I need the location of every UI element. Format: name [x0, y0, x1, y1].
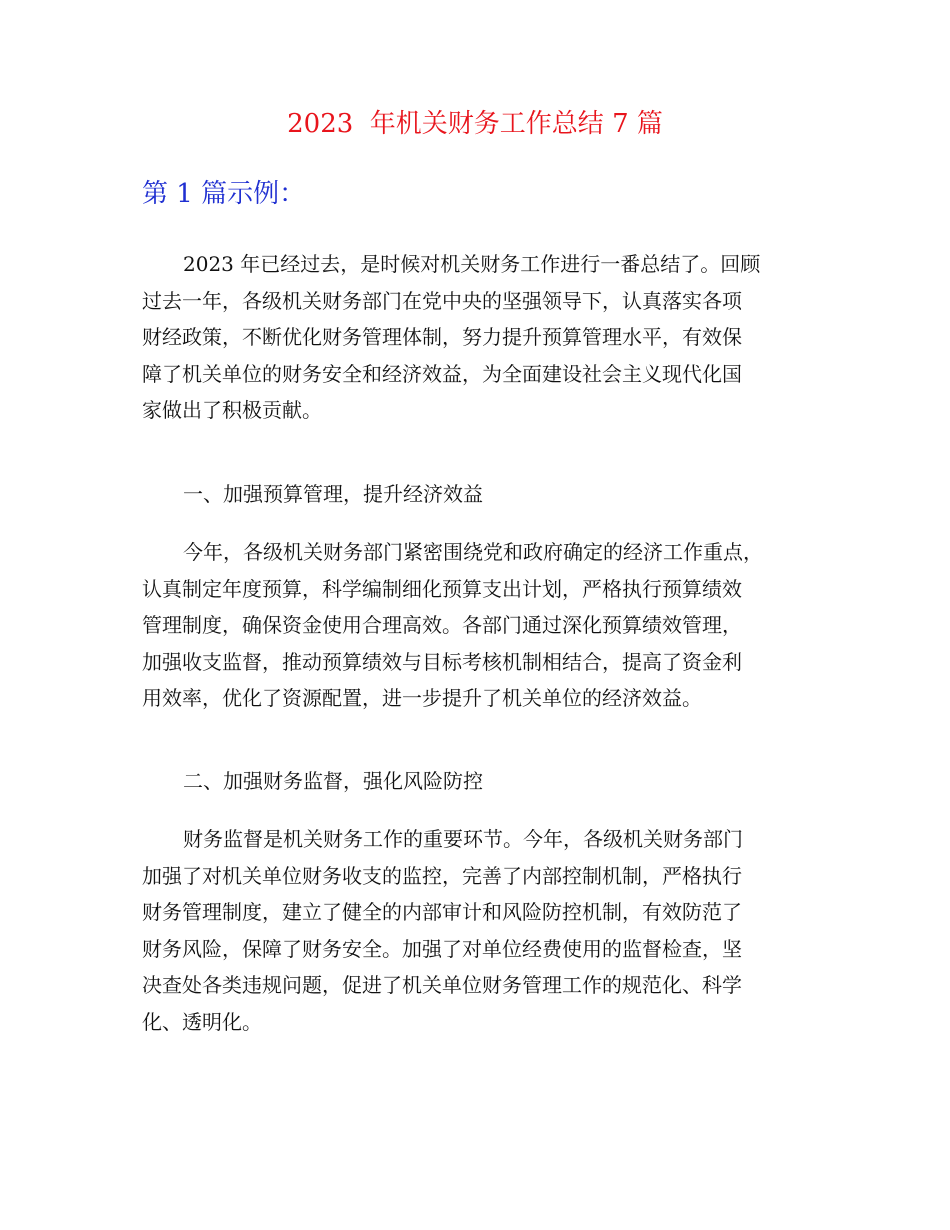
- subheading-budget: 一、加强预算管理，提升经济效益: [183, 482, 483, 506]
- section-heading: 第 1 篇示例：: [142, 179, 306, 209]
- supervision-paragraph: 财务监督是机关财务工作的重要环节。今年，各级机关财务部门 加强了对机关单位财务收支的监控，完善了内部控制机制，严格执行 财务管理制度，建立了健全的内部审计和风险防控机制，有效防范了 财务风险，保障了财务安全。加强了对单位经费使用的监督检查，坚 决查处各类违规问题，促进了机关单位财务管理工作的规范化、科学 化、透明化。: [142, 827, 743, 1034]
- budget-paragraph: 今年，各级机关财务部门紧密围绕党和政府确定的经济工作重点， 认真制定年度预算，科学编制细化预算支出计划，严格执行预算绩效 管理制度，确保资金使用合理高效。各部门通过深化预算绩效管理， 加强收支监督，推动预算绩效与目标考核机制相结合，提高了资金利 用效率，优化了资源配置，进一步提升了机关单位的经济效益。: [142, 540, 763, 711]
- subheading-supervision: 二、加强财务监督，强化风险防控: [183, 769, 483, 793]
- intro-paragraph: 2023 年已经过去，是时候对机关财务工作进行一番总结了。回顾 过去一年，各级机关财务部门在党中央的坚强领导下，认真落实各项 财经政策，不断优化财务管理体制，努力提升预算管理水平，有效保 障了机关单位的财务安全和经济效益，为全面建设社会主义现代化国 家做出了积极贡献。: [142, 252, 761, 423]
- document-title: 2023 年机关财务工作总结 7 篇: [287, 109, 663, 139]
